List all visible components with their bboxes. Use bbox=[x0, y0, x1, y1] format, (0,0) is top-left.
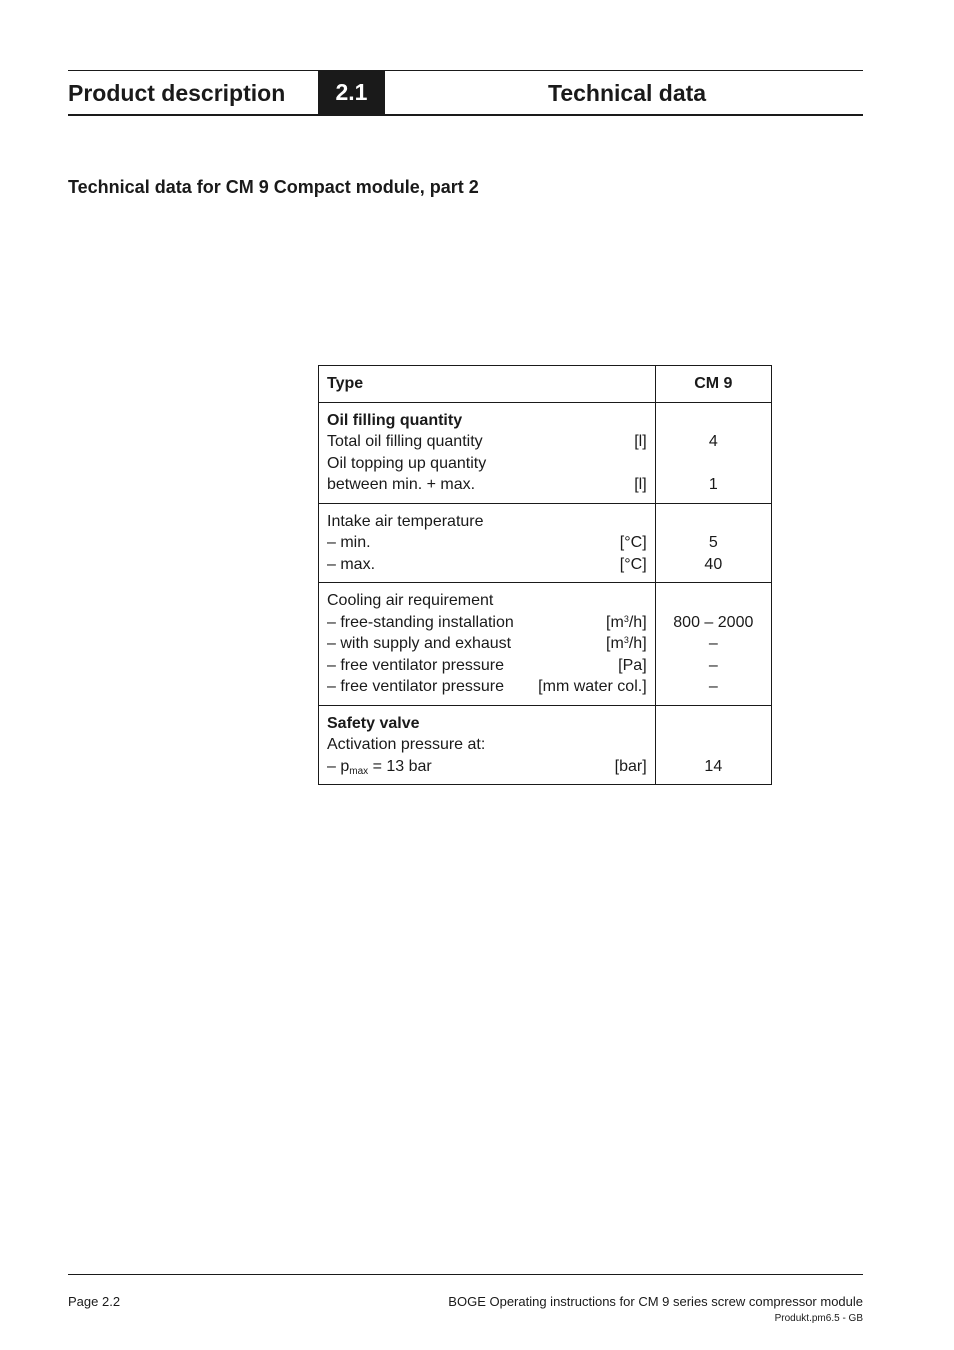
safety-activation-label: Activation pressure at: bbox=[327, 736, 486, 753]
page-header bbox=[68, 70, 863, 116]
section-number: 2.1 bbox=[318, 70, 385, 115]
safety-title: Safety valve bbox=[327, 714, 420, 732]
intake-title: Intake air temperature bbox=[327, 512, 484, 530]
cooling-vent-mm-unit: [mm water col.] bbox=[538, 678, 647, 695]
oil-topping-label-2: between min. + max. bbox=[327, 476, 476, 493]
file-reference: Produkt.pm6.5 - GB bbox=[774, 1313, 863, 1324]
type-header: Type bbox=[319, 366, 656, 403]
cooling-supply-value: – bbox=[708, 635, 718, 652]
cooling-free-label: – free-standing installation bbox=[327, 613, 514, 631]
table-row-oil bbox=[319, 402, 772, 503]
safety-pmax-value: 14 bbox=[704, 757, 723, 775]
table-header-row bbox=[319, 366, 772, 403]
section-title: Technical data bbox=[548, 80, 707, 106]
safety-pmax-label: – $p_{max} = 13$ bar bbox=[327, 757, 432, 777]
cooling-vent-mm-label: – free ventilator pressure bbox=[327, 678, 504, 695]
page-number: Page 2.2 bbox=[68, 1294, 121, 1309]
intake-max-value: 40 bbox=[704, 555, 723, 573]
oil-topping-unit: [l] bbox=[634, 476, 647, 493]
cooling-vent-pa-label: – free ventilator pressure bbox=[327, 656, 504, 674]
cooling-vent-pa-value: – bbox=[708, 656, 718, 674]
table-row-safety bbox=[319, 705, 772, 785]
oil-topping-value: 1 bbox=[708, 476, 718, 493]
technical-data-table bbox=[318, 365, 772, 785]
intake-min-unit: [°C] bbox=[619, 534, 647, 551]
cooling-supply-label: – with supply and exhaust bbox=[327, 635, 512, 652]
table-row-intake bbox=[319, 503, 772, 583]
cooling-title: Cooling air requirement bbox=[327, 592, 494, 609]
oil-topping-label-1: Oil topping up quantity bbox=[327, 454, 487, 472]
intake-min-label: – min. bbox=[327, 534, 371, 551]
footer-divider bbox=[68, 1274, 863, 1275]
intake-max-label: – max. bbox=[327, 555, 376, 573]
oil-total-unit: [l] bbox=[634, 433, 647, 450]
cooling-supply-unit: $[m^3/h]$ bbox=[606, 635, 647, 652]
chapter-title: Product description bbox=[68, 80, 286, 106]
table-row-cooling bbox=[319, 583, 772, 706]
intake-min-value: 5 bbox=[708, 534, 718, 551]
cooling-free-unit: $[m^3/h]$ bbox=[606, 613, 647, 631]
cooling-vent-mm-value: – bbox=[708, 678, 718, 695]
document-title: BOGE Operating instructions for CM 9 series screw compressor module bbox=[448, 1294, 863, 1309]
oil-total-label: Total oil filling quantity bbox=[327, 433, 483, 450]
oil-title: Oil filling quantity bbox=[327, 411, 463, 429]
cooling-free-value: 800 – 2000 bbox=[673, 613, 754, 631]
cooling-vent-pa-unit: [Pa] bbox=[618, 656, 647, 674]
document-heading: Technical data for CM 9 Compact module, part 2 bbox=[68, 177, 479, 197]
model-header: CM 9 bbox=[655, 366, 771, 403]
safety-pmax-unit: [bar] bbox=[614, 757, 647, 775]
intake-max-unit: [°C] bbox=[619, 555, 647, 573]
oil-total-value: 4 bbox=[708, 433, 718, 450]
